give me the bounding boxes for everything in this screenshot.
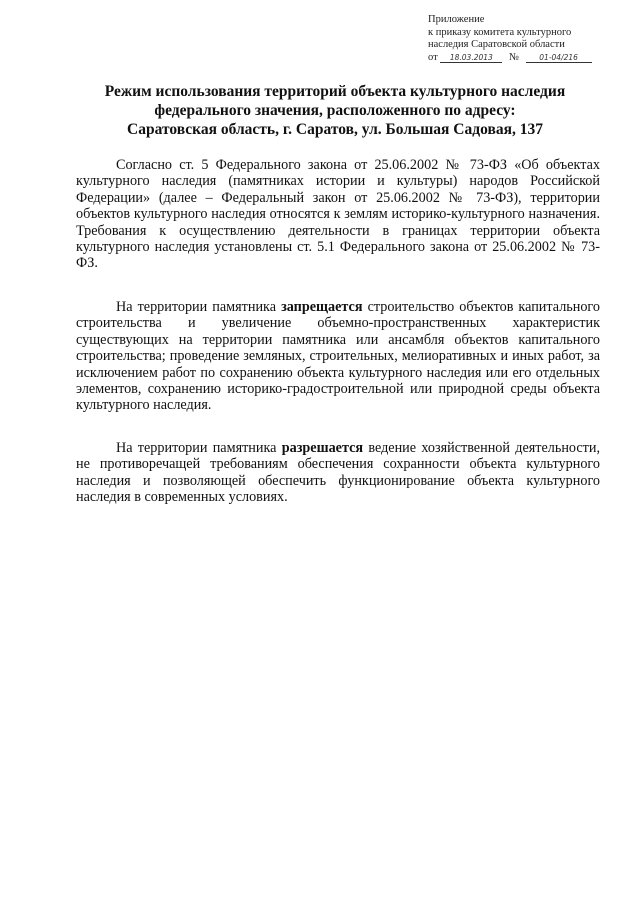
appendix-block <box>428 14 628 64</box>
handwritten-number: 01-04/216 <box>526 53 592 63</box>
appendix-committee: наследия Саратовской области <box>428 39 565 50</box>
prohibited-intro: На территории памятника <box>116 299 282 315</box>
title-line-3: Саратовская область, г. Саратов, ул. Большая Садовая, 137 <box>127 121 543 138</box>
prohibited-details: строительство объектов капитального строительства и увеличение объемно-пространственных характеристик существующих на территории памятника или ансамбля объектов капитального строительства; проведение земляных, строительных, мелиоративных и иных работ, за исключением работ по сохранению объекта культурного наследия или его отдельных элементов, сохранению историко-градостроительной или природной среды объекта культурного наследия. <box>76 299 600 414</box>
appendix-heading: Приложение <box>428 14 485 25</box>
handwritten-date: 18.03.2013 <box>440 53 502 63</box>
date-prefix: от <box>428 51 438 63</box>
permitted-keyword: разрешается <box>281 440 364 456</box>
title-line-2: федерального значения, расположенного по адресу: <box>154 102 516 119</box>
paragraph-legal-basis: Согласно ст. 5 Федерального закона от 25.06.2002 № 73-ФЗ «Об объектах культурного наследия (памятниках истории и культуры) народов Российской Федерации» (далее – Федеральный закон от 25.06.2002 № 73-ФЗ), территории объектов культурного наследия относятся к землям историко-культурного назначения. Требования к осуществлению деятельности в границах территории объекта культурного наследия установлены ст. 5.1 Федерального закона от 25.06.2002 № 73-ФЗ. <box>76 157 600 272</box>
appendix-date-number-line <box>428 52 628 65</box>
number-sign: № <box>508 51 519 63</box>
permitted-details: ведение хозяйственной деятельности, не противоречащей требованиям обеспечения сохранности объекта культурного наследия и позволяющей обеспечить функционирование объекта культурного наследия в современных условиях. <box>76 440 600 506</box>
permitted-intro: На территории памятника <box>116 440 282 456</box>
document-title <box>70 82 600 139</box>
prohibited-keyword: запрещается <box>281 299 363 315</box>
title-line-1: Режим использования территорий объекта культурного наследия <box>104 83 566 100</box>
paragraph-permitted <box>76 440 600 506</box>
paragraph-prohibited <box>76 299 600 414</box>
appendix-order-ref: к приказу комитета культурного <box>428 26 572 38</box>
